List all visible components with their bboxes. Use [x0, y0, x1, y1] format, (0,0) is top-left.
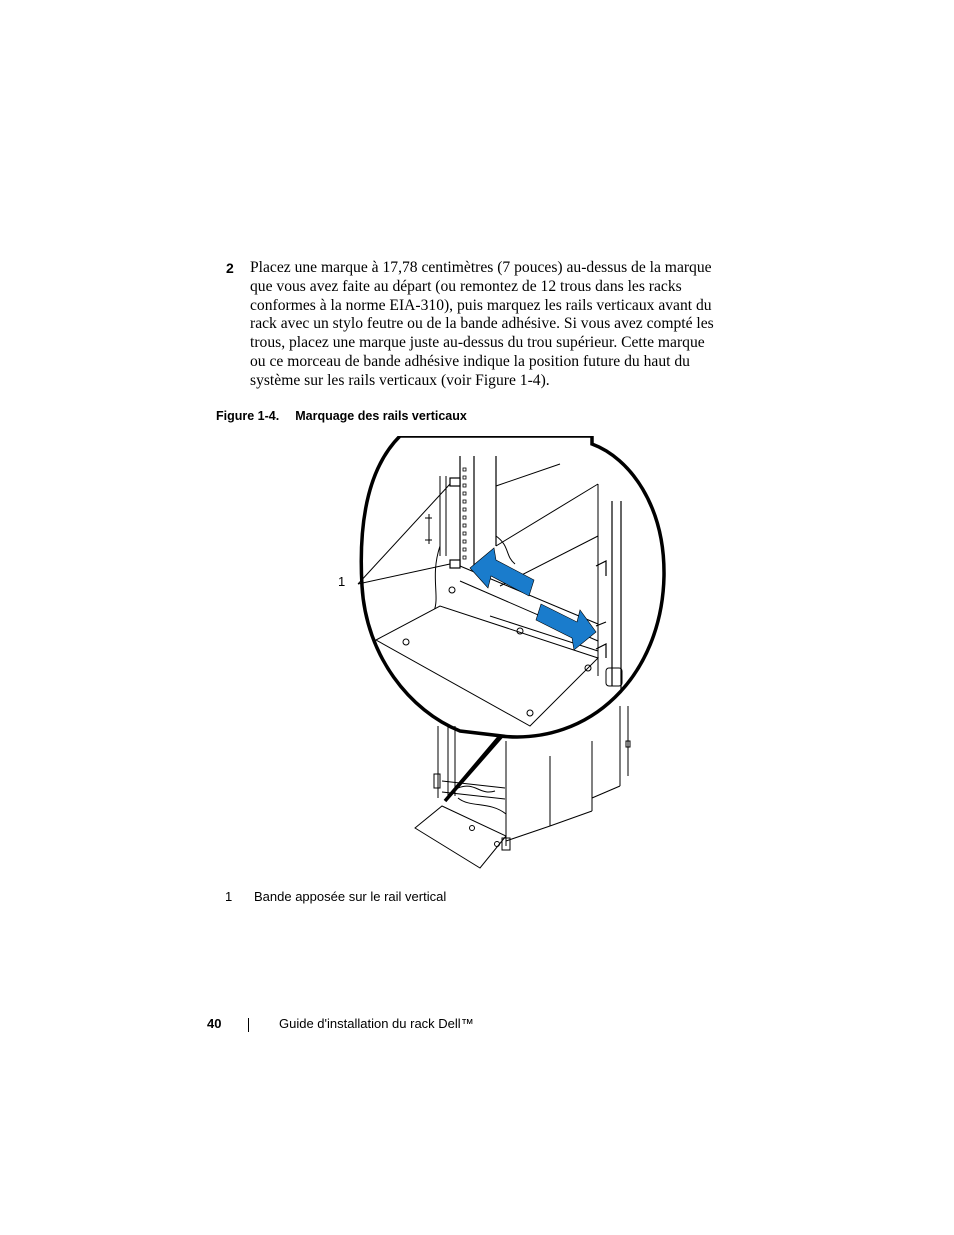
figure-caption — [216, 409, 467, 423]
legend-number: 1 — [225, 889, 233, 904]
step-line: système sur les rails verticaux (voir Figure 1-4). — [250, 371, 550, 389]
step-number: 2 — [226, 260, 234, 276]
step-line: trous, placez une marque juste au-dessus du trou supérieur. Cette marque — [250, 334, 705, 352]
step-text — [250, 259, 720, 391]
magnifier-outline — [361, 436, 664, 801]
figure-title: Marquage des rails verticaux — [295, 409, 467, 423]
step-line: ou ce morceau de bande adhésive indique la position future du haut du — [250, 352, 690, 370]
callout-label: 1 — [338, 574, 346, 589]
callout-lines — [358, 484, 450, 584]
page-number: 40 — [207, 1016, 222, 1031]
figure-number: Figure 1-4. — [216, 409, 280, 423]
step-line: que vous avez faite au départ (ou remontez de 12 trous dans les racks — [250, 277, 682, 295]
legend-text: Bande apposée sur le rail vertical — [254, 889, 447, 904]
rack-lower-view — [415, 706, 630, 868]
rail-holes — [463, 468, 466, 559]
tape-mark-top — [450, 478, 460, 486]
footer-separator — [248, 1018, 249, 1032]
rack-rail-marking-illustration — [330, 436, 670, 872]
step-line: conformes à la norme EIA-310), puis marquez les rails verticaux avant du — [250, 296, 712, 314]
footer-title: Guide d'installation du rack Dell™ — [279, 1016, 474, 1031]
step-line: rack avec un stylo feutre ou de la bande adhésive. Si vous avez compté les — [250, 315, 714, 333]
tape-mark-bottom — [450, 560, 460, 568]
rack-magnified-view — [376, 456, 622, 726]
step-line: Placez une marque à 17,78 centimètres (7 pouces) au-dessus de la marque — [250, 259, 712, 276]
